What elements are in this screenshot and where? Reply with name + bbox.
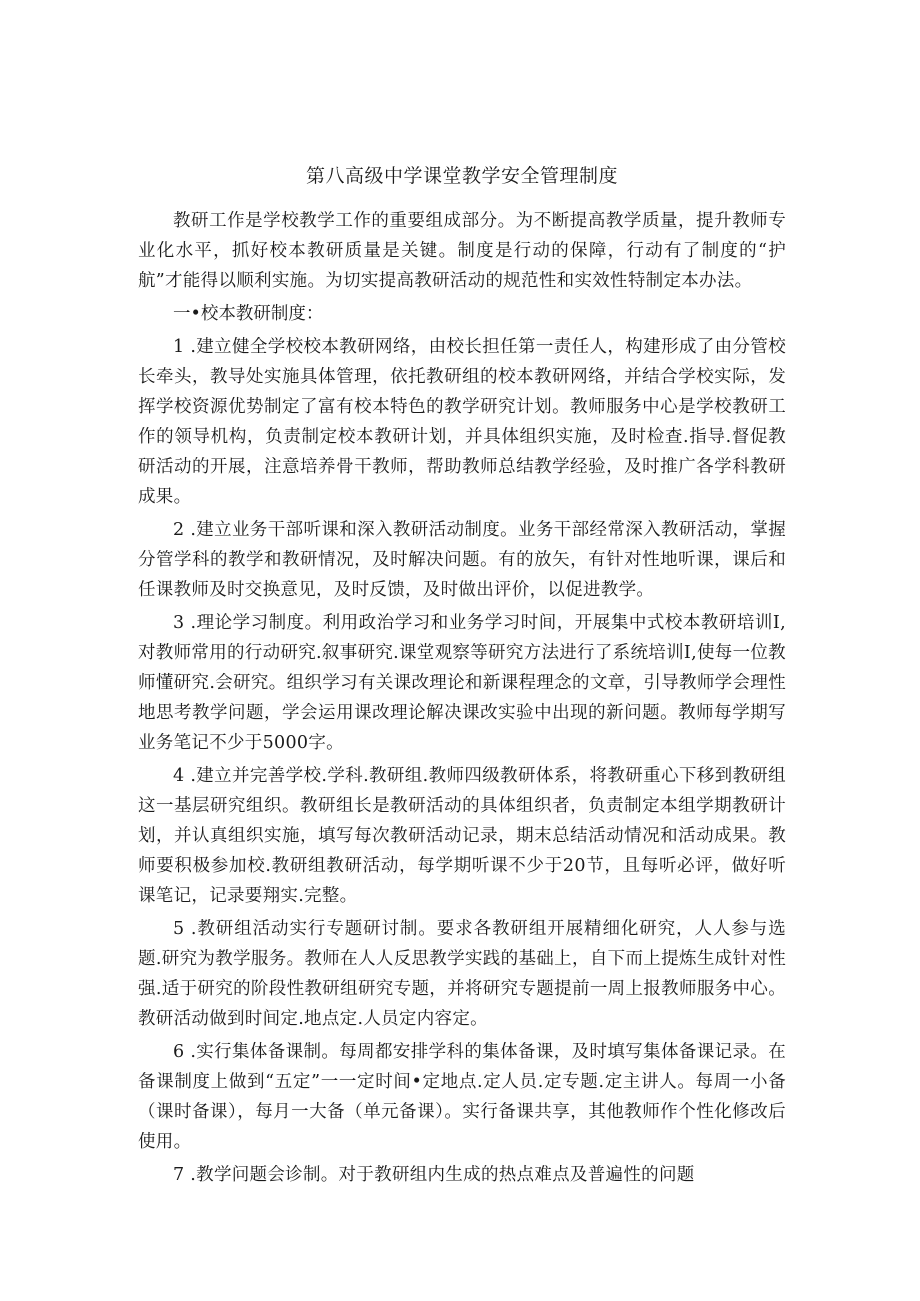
- item-paragraph-7: 7 .教学问题会诊制。对于教研组内生成的热点难点及普遍性的问题: [173, 1165, 695, 1185]
- document-body: [138, 160, 786, 1193]
- item-paragraph-3: 3 .理论学习制度。利用政治学习和业务学习时间，开展集中式校本教研培训I,对教师常用的行动研究.叙事研究.课堂观察等研究方法进行了系统培训I,使每一位教师懂研究.会研究。组织学习有关课改理论和新课程理念的文章，引导教师学会理性地思考教学问题，学会运用课改理论解决课改实验中出现的新问题。教师每学期写业务笔记不少于5000字。: [138, 613, 786, 753]
- document-title: 第八高级中学课堂教学安全管理制度: [305, 165, 618, 187]
- item-paragraph-4: 4 .建立并完善学校.学科.教研组.教师四级教研体系，将教研重心下移到教研组这一基层研究组织。教研组长是教研活动的具体组织者，负责制定本组学期教研计划，并认真组织实施，填写每次教研活动记录，期末总结活动情况和活动成果。教师要积极参加校.教研组教研活动，每学期听课不少于20节，且每听必评，做好听课笔记，记录要翔实.完整。: [138, 766, 786, 906]
- item-paragraph-2: 2 .建立业务干部听课和深入教研活动制度。业务干部经常深入教研活动，掌握分管学科的教学和教研情况，及时解决问题。有的放矢，有针对性地听课，课后和任课教师及时交换意见，及时反馈，及时做出评价，以促进教学。: [138, 520, 786, 600]
- item-paragraph-1: 1 .建立健全学校校本教研网络，由校长担任第一责任人，构建形成了由分管校长牵头，教导处实施具体管理，依托教研组的校本教研网络，并结合学校实际，发挥学校资源优势制定了富有校本特色的教学研究计划。教师服务中心是学校教研工作的领导机构，负责制定校本教研计划，并具体组织实施，及时检查.指导.督促教研活动的开展，注意培养骨干教师，帮助教师总结教学经验，及时推广各学科教研成果。: [138, 337, 786, 507]
- intro-paragraph: 教研工作是学校教学工作的重要组成部分。为不断提高教学质量，提升教师专业化水平，抓好校本教研质量是关键。制度是行动的保障，行动有了制度的“护航”才能得以顺利实施。为切实提高教研活动的规范性和实效性特制定本办法。: [138, 211, 786, 291]
- item-paragraph-5: 5 .教研组活动实行专题研讨制。要求各教研组开展精细化研究，人人参与选题.研究为教学服务。教师在人人反思教学实践的基础上，自下而上提炼生成针对性强.适于研究的阶段性教研组研究专题，并将研究专题提前一周上报教师服务中心。教研活动做到时间定.地点定.人员定内容定。: [138, 919, 786, 1029]
- section-heading: 一•校本教研制度：: [173, 304, 324, 324]
- item-paragraph-6: 6 .实行集体备课制。每周都安排学科的集体备课，及时填写集体备课记录。在备课制度上做到“五定”一一定时间•定地点.定人员.定专题.定主讲人。每周一小备（课时备课），每月一大备（单元备课）。实行备课共享，其他教师作个性化修改后使用。: [138, 1042, 786, 1152]
